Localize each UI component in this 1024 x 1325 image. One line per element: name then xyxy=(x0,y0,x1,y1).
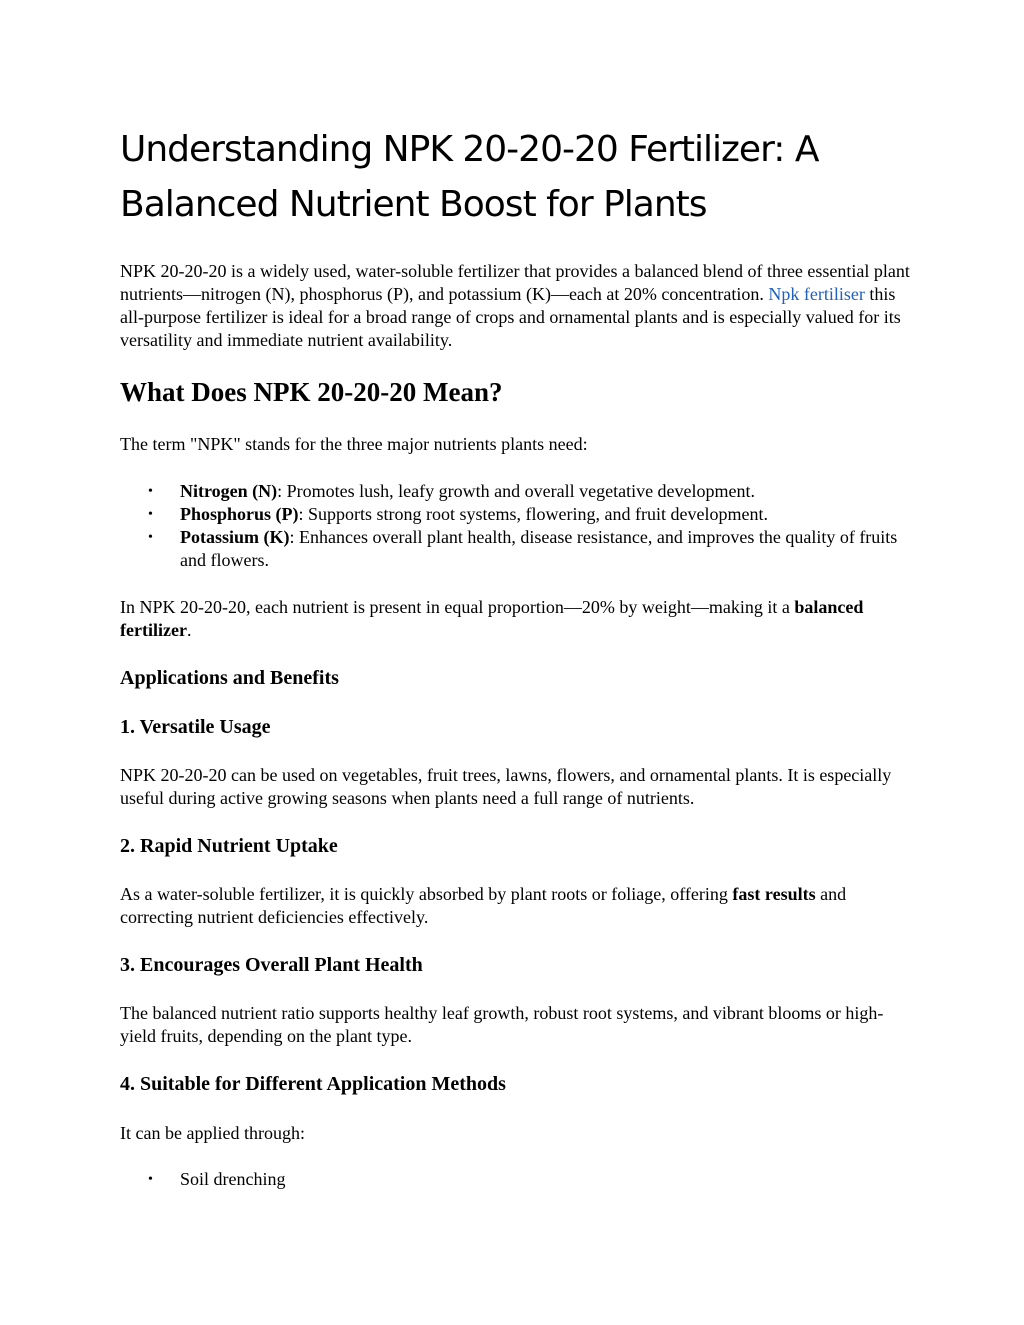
npk-fertiliser-link[interactable]: Npk fertiliser xyxy=(768,284,865,304)
intro-text-before: NPK 20-20-20 is a widely used, water-soluble fertilizer that provides a balanced blend of three essential plant nutrients—nitrogen (N), phosphorus (P), and potassium (K)—each at 20% concentration. xyxy=(120,261,910,304)
bullet-icon: • xyxy=(148,530,153,545)
nutrient-term: Potassium (K) xyxy=(180,527,290,547)
subheading-rapid-uptake: 2. Rapid Nutrient Uptake xyxy=(120,835,338,857)
list-item xyxy=(120,503,910,526)
rapid-text-before: As a water-soluble fertilizer, it is quickly absorbed by plant roots or foliage, offering xyxy=(120,884,733,904)
nutrient-list xyxy=(120,480,910,572)
section-heading-applications: Applications and Benefits xyxy=(120,667,339,689)
nutrient-description: : Supports strong root systems, flowering, and fruit development. xyxy=(298,504,768,524)
nutrient-term: Nitrogen (N) xyxy=(180,481,278,501)
plant-health-paragraph: The balanced nutrient ratio supports healthy leaf growth, robust root systems, and vibrant blooms or high-yield fruits, depending on the plant type. xyxy=(120,1003,884,1046)
bullet-icon: • xyxy=(148,484,153,499)
rapid-text-after: and correcting nutrient deficiencies effectively. xyxy=(120,884,847,927)
balanced-text-before: In NPK 20-20-20, each nutrient is present in equal proportion—20% by weight—making it a xyxy=(120,597,795,617)
nutrient-description: : Promotes lush, leafy growth and overall vegetative development. xyxy=(277,481,756,501)
list-item xyxy=(120,526,910,572)
balanced-paragraph xyxy=(120,596,910,642)
nutrient-description: : Enhances overall plant health, disease resistance, and improves the quality of fruits and flowers. xyxy=(180,527,898,570)
rapid-uptake-paragraph xyxy=(120,883,910,929)
methods-list xyxy=(120,1168,910,1191)
intro-paragraph xyxy=(120,260,910,352)
list-item xyxy=(120,1168,910,1191)
subheading-versatile-usage: 1. Versatile Usage xyxy=(120,716,271,738)
fast-results-bold: fast results xyxy=(732,884,816,904)
bullet-icon: • xyxy=(148,1172,153,1187)
section-heading-npk-meaning: What Does NPK 20-20-20 Mean? xyxy=(120,377,503,407)
versatile-usage-paragraph: NPK 20-20-20 can be used on vegetables, fruit trees, lawns, flowers, and ornamental plants. It is especially useful during active growing seasons when plants need a full range of nutrients. xyxy=(120,765,892,808)
nutrient-term: Phosphorus (P) xyxy=(180,504,299,524)
method-text: Soil drenching xyxy=(180,1169,286,1189)
subheading-plant-health: 3. Encourages Overall Plant Health xyxy=(120,954,423,976)
balanced-text-after: . xyxy=(186,620,192,640)
bullet-icon: • xyxy=(148,507,153,522)
npk-lead-paragraph: The term "NPK" stands for the three major nutrients plants need: xyxy=(120,434,588,454)
list-item xyxy=(120,480,910,503)
page-title: Understanding NPK 20-20-20 Fertilizer: A Balanced Nutrient Boost for Plants xyxy=(120,129,819,225)
balanced-fertilizer-bold: balanced fertilizer xyxy=(120,597,864,640)
application-methods-paragraph: It can be applied through: xyxy=(120,1123,305,1143)
subheading-application-methods: 4. Suitable for Different Application Methods xyxy=(120,1073,506,1095)
intro-text-after: this all-purpose fertilizer is ideal for a broad range of crops and ornamental plants and is especially valued for its versatility and immediate nutrient availability. xyxy=(120,284,901,350)
